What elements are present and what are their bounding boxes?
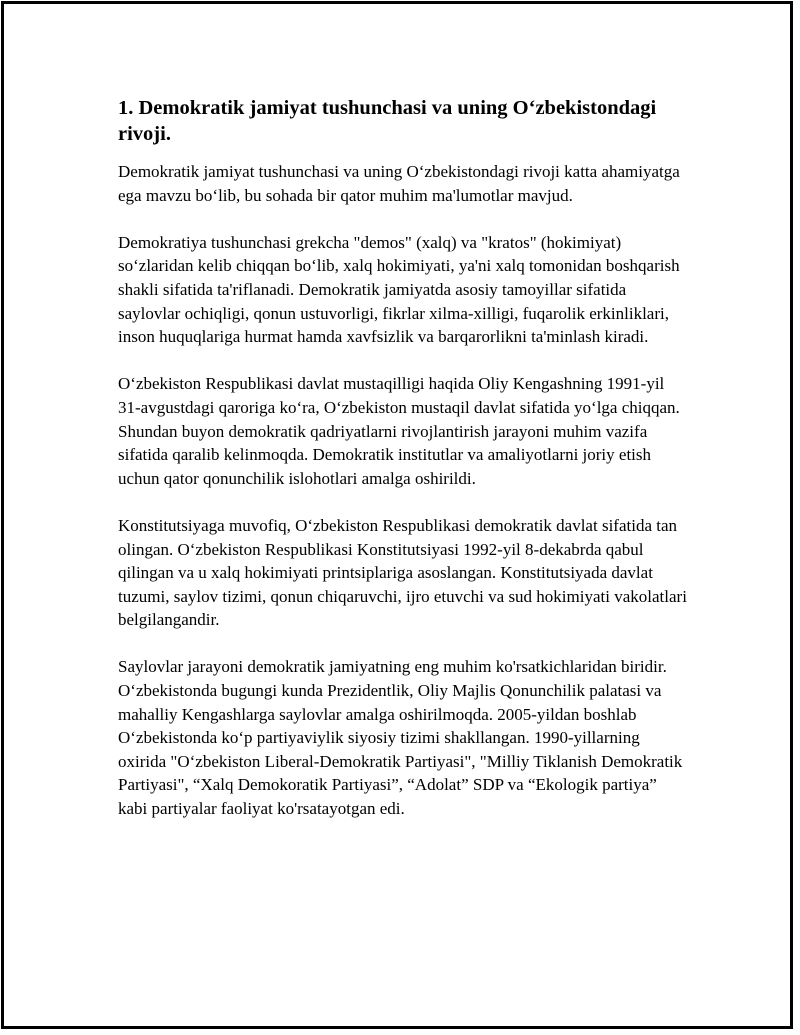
paragraph-independence: O‘zbekiston Respublikasi davlat mustaqilligi haqida Oliy Kengashning 1991-yil 31-avgustdagi qaroriga ko‘ra, O‘zbekiston mustaqil davlat sifatida yo‘lga chiqqan. Shundan buyon demokratik qadriyatlarni rivojlantirish jarayoni muhim vazifa sifatida qaralib kelinmoqda. Demokratik institutlar va amaliyotlarni joriy etish uchun qator qonunchilik islohotlari amalga oshirildi. [118, 374, 680, 488]
paragraph-democracy-definition: Demokratiya tushunchasi grekcha "demos" (xalq) va "kratos" (hokimiyat) so‘zlaridan kelib chiqqan bo‘lib, xalq hokimiyati, ya'ni xalq tomonidan boshqarish shakli sifatida ta'riflanadi. Demokratik jamiyatda asosiy tamoyillar sifatida saylovlar ochiqligi, qonun ustuvorligi, fikrlar xilma-xilligi, fuqarolik erkinliklari, inson huquqlariga hurmat hamda xavfsizlik va barqarorlikni ta'minlash kiradi. [118, 232, 680, 347]
document-body [118, 95, 688, 844]
paragraph-elections: Saylovlar jarayoni demokratik jamiyatning eng muhim ko'rsatkichlaridan biridir. O‘zbekistonda bugungi kunda Prezidentlik, Oliy Majlis Qonunchilik palatasi va mahalliy Kengashlarga saylovlar amalga oshirilmoqda. 2005-yildan boshlab O‘zbekistonda ko‘p partiyaviylik siyosiy tizimi shakllangan. 1990-yillarning oxirida "O‘zbekiston Liberal-Demokratik Partiyasi", "Milliy Tiklanish Demokratik Partiyasi", “Xalq Demokoratik Partiyasi”, “Adolat” SDP va “Ekologik partiya” kabi partiyalar faoliyat ko'rsatayotgan edi. [118, 657, 683, 819]
paragraph-constitution: Konstitutsiyaga muvofiq, O‘zbekiston Respublikasi demokratik davlat sifatida tan olingan. O‘zbekiston Respublikasi Konstitutsiyasi 1992-yil 8-dekabrda qabul qilingan va u xalq hokimiyati printsiplariga asoslangan. Konstitutsiyada davlat tuzumi, saylov tizimi, qonun chiqaruvchi, ijro etuvchi va sud hokimiyati vakolatlari belgilangandir. [118, 515, 687, 630]
document-title: 1. Demokratik jamiyat tushunchasi va uning O‘zbekistondagi rivoji. [118, 97, 657, 145]
paragraph-intro: Demokratik jamiyat tushunchasi va uning O‘zbekistondagi rivoji katta ahamiyatga ega mavzu bo‘lib, bu sohada bir qator muhim ma'lumotlar mavjud. [118, 162, 680, 205]
